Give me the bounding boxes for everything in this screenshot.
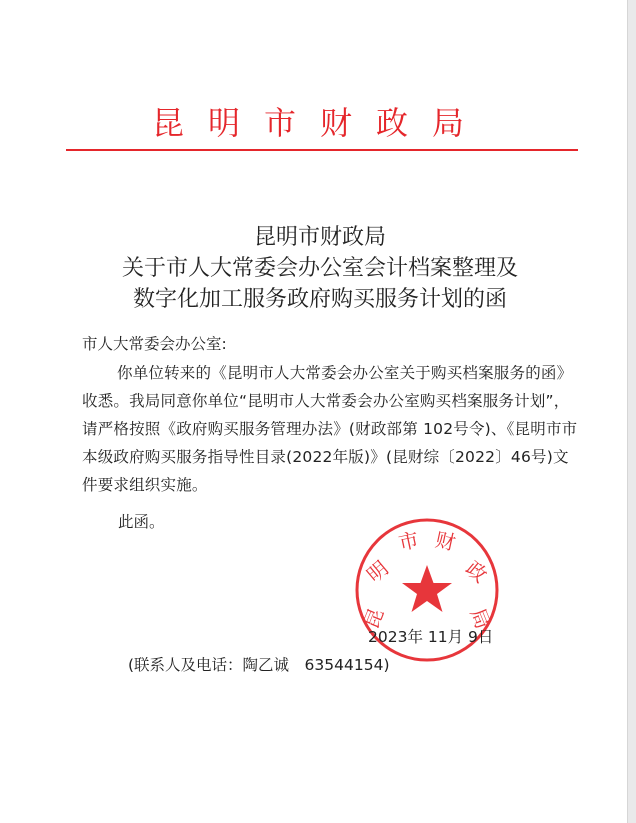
svg-text:财: 财 (433, 527, 458, 555)
svg-text:明: 明 (362, 556, 393, 588)
doc-title-line-1: 昆明市财政局 (253, 225, 386, 250)
doc-title-line-2: 关于市人大常委会办公室会计档案整理及 (121, 256, 518, 281)
svg-text:市: 市 (396, 527, 421, 555)
signature-date: 2023年 11月 9日 (368, 628, 494, 646)
scrollbar-track[interactable] (627, 0, 636, 823)
body-paragraph: 你单位转来的《昆明市人大常委会办公室关于购买档案服务的函》收悉。我局同意你单位“昆明市人大常委会办公室购买档案服务计划”，请严格按照《政府购买服务管理办法》(财政部第 102号令)、《昆明市市本级政府购买服务指导性目录(2022年版)》(昆财综〔2022〕46号)文件要求组织实施。 (82, 364, 578, 494)
svg-text:政: 政 (461, 556, 492, 588)
header-red-rule (66, 149, 578, 151)
org-header-title: 昆明市财政局 (151, 104, 488, 142)
contact-info: (联系人及电话：陶乙诚 63544154) (128, 656, 390, 674)
closing-text: 此函。 (118, 513, 165, 531)
svg-text:局: 局 (465, 604, 496, 633)
salutation: 市人大常委会办公室: (82, 335, 227, 353)
svg-text:昆: 昆 (358, 604, 389, 633)
doc-title-line-3: 数字化加工服务政府购买服务计划的函 (132, 287, 507, 312)
seal-star-icon (402, 565, 452, 612)
